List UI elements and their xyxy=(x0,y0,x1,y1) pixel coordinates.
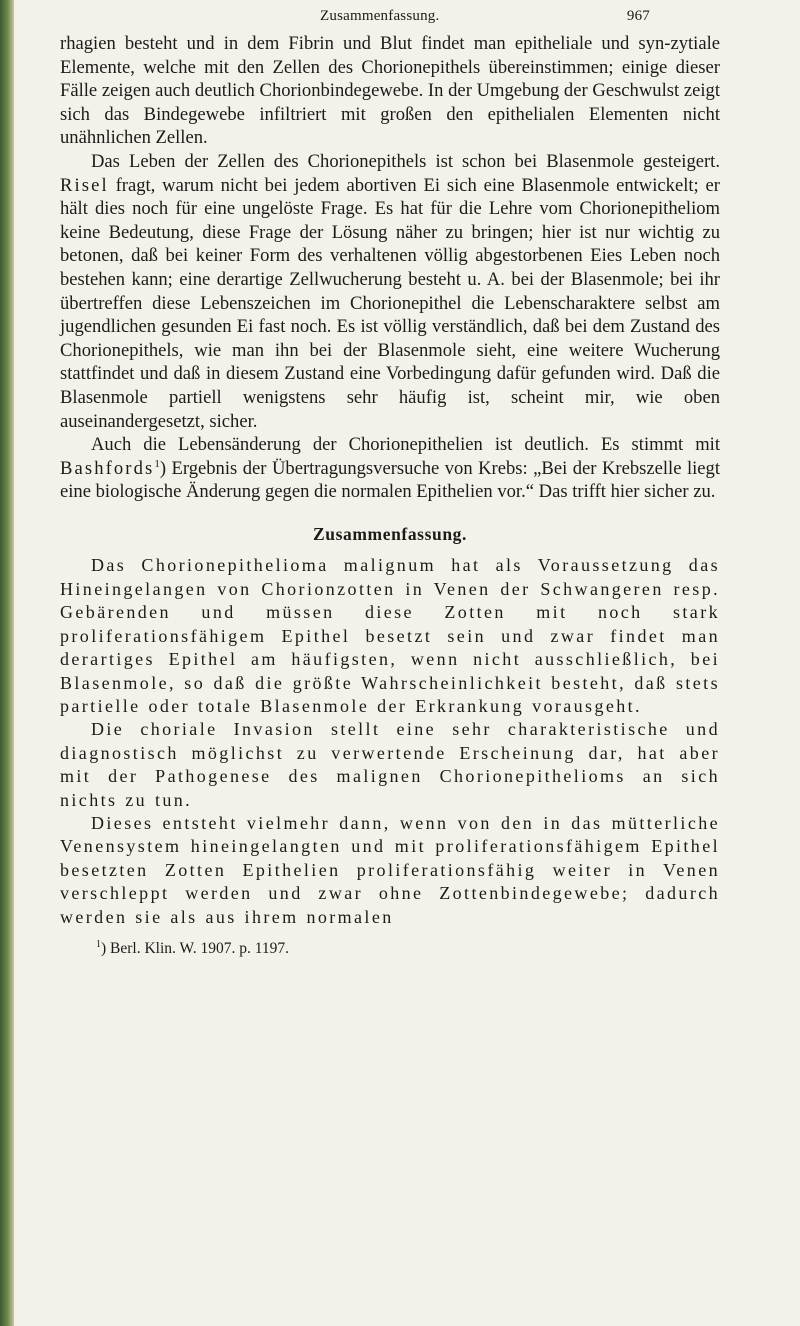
paragraph-2 xyxy=(60,150,720,433)
running-header xyxy=(320,8,650,25)
footnote-text: ) Berl. Klin. W. 1907. p. 1197. xyxy=(101,939,290,957)
page-number: 967 xyxy=(626,8,650,24)
paragraph-3-rest: ) Ergebnis der Übertragungsversuche von Krebs: „Bei der Krebszelle liegt eine biologische Änderung gegen die normalen Epithelien vor.“ Das trifft hier sicher zu. xyxy=(60,457,720,503)
author-name-risel: Risel xyxy=(60,174,109,196)
footnote-mark: 1 xyxy=(96,938,101,950)
summary-section xyxy=(60,554,720,929)
section-heading: Zusammenfassung. xyxy=(312,523,467,544)
footnote-reference: 1 xyxy=(154,457,160,470)
paragraph-3 xyxy=(60,433,720,504)
author-name-bashford: Bashfords xyxy=(60,457,155,479)
footnote xyxy=(60,937,720,961)
summary-paragraph-1: Das Chorionepithelioma malignum hat als Voraussetzung das Hineingelangen von Chorionzotten in Venen der Schwangeren resp. Gebärenden und müssen diese Zotten mit noch stark proliferationsfähigem Epithel besetzt sein und zwar findet man derartiges Epithel am häufigsten, wenn nicht ausschließlich, bei Blasenmole, so daß die größte Wahrscheinlichkeit besteht, daß stets partielle oder totale Blasenmole der Erkrankung vorausgeht. xyxy=(60,555,720,716)
paragraph-3-lead: Auch die Lebensänderung der Chorionepithelien ist deutlich. Es stimmt mit xyxy=(91,434,720,456)
page-body xyxy=(60,32,720,961)
summary-paragraph-3: Dieses entsteht vielmehr dann, wenn von den in das mütterliche Venensystem hineingelangten und mit proliferationsfähigem Epithel besetzten Zotten Epithelien proliferationsfähig weiter in Venen verschleppt werden und zwar ohne Zottenbindegewebe; dadurch werden sie als aus ihrem normalen xyxy=(60,812,720,927)
book-binding-edge xyxy=(0,0,14,1326)
summary-paragraph-2: Die choriale Invasion stellt eine sehr charakteristische und diagnostisch möglichst zu verwertende Erscheinung dar, hat aber mit der Pathogenese des malignen Chorionepithelioms an sich nichts zu tun. xyxy=(60,719,720,810)
paragraph-1: rhagien besteht und in dem Fibrin und Blut findet man epitheliale und syn-zytiale Elemente, welche mit den Zellen des Chorionepithels übereinstimmen; einige dieser Fälle zeigen auch deutlich Chorionbindegewebe. In der Umgebung der Geschwulst zeigt sich das Bindegewebe infiltriert mit großen den epithelialen Elementen nicht unähnlichen Zellen. xyxy=(60,33,720,149)
running-title: Zusammenfassung. xyxy=(320,8,440,24)
paragraph-2-lead: Das Leben der Zellen des Chorionepithels ist schon bei Blasenmole gesteigert. xyxy=(91,150,720,172)
paragraph-2-rest: fragt, warum nicht bei jedem abortiven Ei sich eine Blasenmole entwickelt; er hält dies noch für eine ungelöste Frage. Es hat für die Lehre vom Chorionepitheliom keine Bedeutung, diese Frage der Lösung näher zu bringen; hier ist nur wichtig zu betonen, daß bei keiner Form des verhaltenen völlig abgestorbenen Eies Leben noch bestehen kann; eine derartige Zellwucherung besteht u. A. bei der Blasenmole; bei ihr übertreffen diese Lebenszeichen im Chorionepithel die Lebenscharaktere selbst am jugendlichen gesunden Ei fast noch. Es ist völlig verständlich, daß bei dem Zustand des Chorionepithels, wie man ihn bei der Blasenmole sieht, eine weitere Wucherung stattfindet und daß in diesem Zustand eine Vorbedingung dafür gefunden wird. Daß die Blasenmole partiell wenigstens sehr häufig ist, scheint mir, wie oben auseinandergesetzt, sicher. xyxy=(60,174,720,432)
